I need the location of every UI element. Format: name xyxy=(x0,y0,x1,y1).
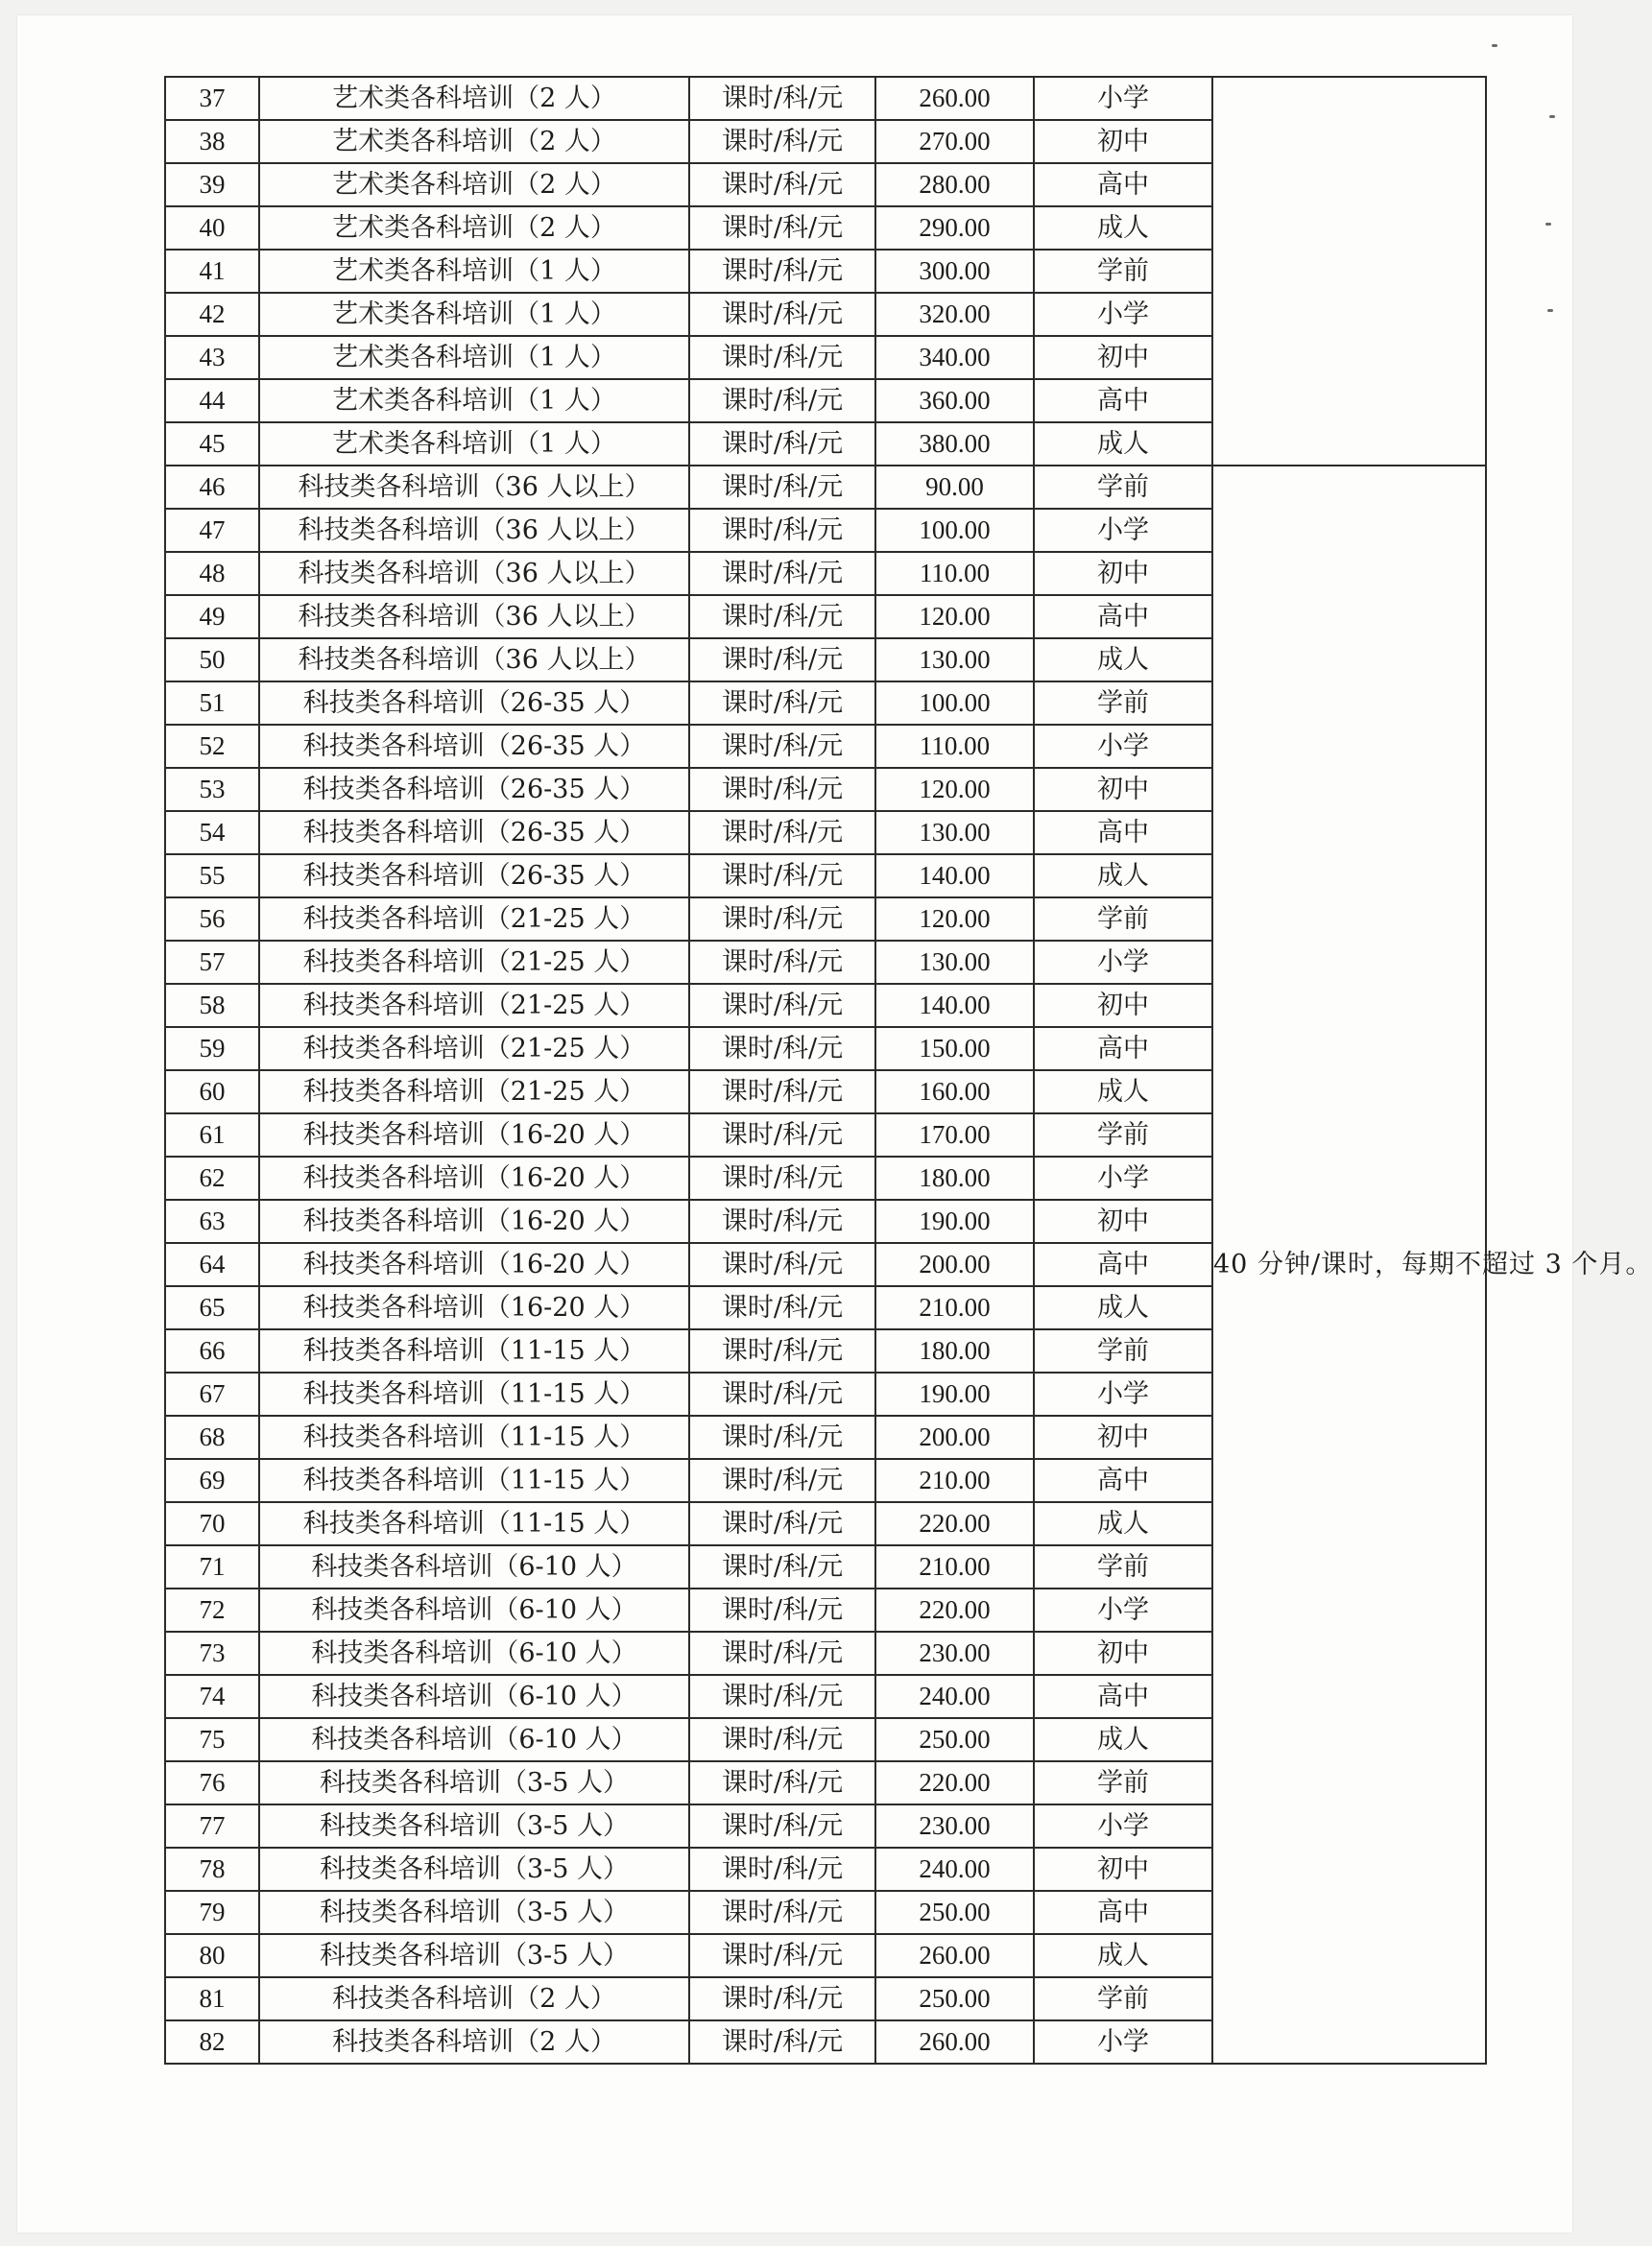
price-cell: 320.00 xyxy=(875,293,1034,336)
unit-cell: 课时/科/元 xyxy=(689,897,875,941)
item-name-cell: 科技类各科培训（21-25 人） xyxy=(259,941,689,984)
item-name-cell: 科技类各科培训（36 人以上） xyxy=(259,638,689,681)
level-cell: 学前 xyxy=(1034,1113,1212,1157)
level-cell: 高中 xyxy=(1034,379,1212,422)
unit-cell: 课时/科/元 xyxy=(689,1632,875,1675)
unit-cell: 课时/科/元 xyxy=(689,1459,875,1502)
unit-cell: 课时/科/元 xyxy=(689,2020,875,2064)
price-cell: 210.00 xyxy=(875,1286,1034,1329)
row-number-cell: 45 xyxy=(165,422,259,466)
unit-cell: 课时/科/元 xyxy=(689,638,875,681)
row-number-cell: 70 xyxy=(165,1502,259,1545)
item-name-cell: 科技类各科培训（26-35 人） xyxy=(259,811,689,854)
level-cell: 高中 xyxy=(1034,1891,1212,1934)
row-number-cell: 75 xyxy=(165,1718,259,1761)
row-number-cell: 81 xyxy=(165,1977,259,2020)
item-name-cell: 科技类各科培训（11-15 人） xyxy=(259,1373,689,1416)
price-cell: 120.00 xyxy=(875,897,1034,941)
price-cell: 180.00 xyxy=(875,1157,1034,1200)
row-number-cell: 82 xyxy=(165,2020,259,2064)
unit-cell: 课时/科/元 xyxy=(689,1589,875,1632)
unit-cell: 课时/科/元 xyxy=(689,1761,875,1804)
row-number-cell: 63 xyxy=(165,1200,259,1243)
row-number-cell: 71 xyxy=(165,1545,259,1589)
price-cell: 250.00 xyxy=(875,1718,1034,1761)
row-number-cell: 48 xyxy=(165,552,259,595)
row-number-cell: 38 xyxy=(165,120,259,163)
level-cell: 学前 xyxy=(1034,466,1212,509)
level-cell: 小学 xyxy=(1034,1373,1212,1416)
row-number-cell: 67 xyxy=(165,1373,259,1416)
price-cell: 270.00 xyxy=(875,120,1034,163)
item-name-cell: 科技类各科培训（3-5 人） xyxy=(259,1934,689,1977)
level-cell: 成人 xyxy=(1034,1718,1212,1761)
price-cell: 180.00 xyxy=(875,1329,1034,1373)
price-cell: 230.00 xyxy=(875,1804,1034,1848)
item-name-cell: 科技类各科培训（36 人以上） xyxy=(259,466,689,509)
price-cell: 120.00 xyxy=(875,595,1034,638)
unit-cell: 课时/科/元 xyxy=(689,681,875,725)
price-cell: 240.00 xyxy=(875,1675,1034,1718)
level-cell: 高中 xyxy=(1034,1459,1212,1502)
price-cell: 100.00 xyxy=(875,681,1034,725)
item-name-cell: 科技类各科培训（21-25 人） xyxy=(259,897,689,941)
unit-cell: 课时/科/元 xyxy=(689,1545,875,1589)
item-name-cell: 科技类各科培训（11-15 人） xyxy=(259,1502,689,1545)
unit-cell: 课时/科/元 xyxy=(689,941,875,984)
level-cell: 初中 xyxy=(1034,1416,1212,1459)
level-cell: 学前 xyxy=(1034,897,1212,941)
price-cell: 250.00 xyxy=(875,1891,1034,1934)
row-number-cell: 41 xyxy=(165,250,259,293)
scan-speck xyxy=(1492,44,1497,47)
level-cell: 成人 xyxy=(1034,1286,1212,1329)
remarks-cell xyxy=(1212,77,1486,466)
item-name-cell: 艺术类各科培训（1 人） xyxy=(259,422,689,466)
unit-cell: 课时/科/元 xyxy=(689,1675,875,1718)
price-cell: 110.00 xyxy=(875,552,1034,595)
unit-cell: 课时/科/元 xyxy=(689,77,875,120)
unit-cell: 课时/科/元 xyxy=(689,379,875,422)
unit-cell: 课时/科/元 xyxy=(689,1848,875,1891)
unit-cell: 课时/科/元 xyxy=(689,1718,875,1761)
unit-cell: 课时/科/元 xyxy=(689,1416,875,1459)
row-number-cell: 74 xyxy=(165,1675,259,1718)
price-cell: 260.00 xyxy=(875,77,1034,120)
document-page xyxy=(17,15,1652,2233)
unit-cell: 课时/科/元 xyxy=(689,1113,875,1157)
level-cell: 学前 xyxy=(1034,250,1212,293)
unit-cell: 课时/科/元 xyxy=(689,768,875,811)
level-cell: 小学 xyxy=(1034,293,1212,336)
price-cell: 230.00 xyxy=(875,1632,1034,1675)
row-number-cell: 59 xyxy=(165,1027,259,1070)
item-name-cell: 科技类各科培训（21-25 人） xyxy=(259,1070,689,1113)
unit-cell: 课时/科/元 xyxy=(689,854,875,897)
level-cell: 初中 xyxy=(1034,768,1212,811)
item-name-cell: 科技类各科培训（6-10 人） xyxy=(259,1718,689,1761)
unit-cell: 课时/科/元 xyxy=(689,1286,875,1329)
row-number-cell: 80 xyxy=(165,1934,259,1977)
remarks-cell: 40 分钟/课时，每期不超过 3 个月。 xyxy=(1212,466,1486,2064)
scan-speck xyxy=(1545,223,1551,226)
level-cell: 小学 xyxy=(1034,1804,1212,1848)
fee-schedule-table xyxy=(164,76,1652,2065)
level-cell: 成人 xyxy=(1034,1934,1212,1977)
row-number-cell: 72 xyxy=(165,1589,259,1632)
level-cell: 小学 xyxy=(1034,725,1212,768)
price-cell: 290.00 xyxy=(875,206,1034,250)
price-cell: 260.00 xyxy=(875,2020,1034,2064)
item-name-cell: 科技类各科培训（3-5 人） xyxy=(259,1848,689,1891)
price-cell: 220.00 xyxy=(875,1761,1034,1804)
item-name-cell: 艺术类各科培训（2 人） xyxy=(259,163,689,206)
unit-cell: 课时/科/元 xyxy=(689,466,875,509)
unit-cell: 课时/科/元 xyxy=(689,1502,875,1545)
row-number-cell: 39 xyxy=(165,163,259,206)
row-number-cell: 37 xyxy=(165,77,259,120)
price-cell: 140.00 xyxy=(875,984,1034,1027)
level-cell: 学前 xyxy=(1034,1329,1212,1373)
scan-speck xyxy=(1549,115,1555,118)
level-cell: 高中 xyxy=(1034,1027,1212,1070)
level-cell: 高中 xyxy=(1034,163,1212,206)
price-cell: 250.00 xyxy=(875,1977,1034,2020)
item-name-cell: 科技类各科培训（3-5 人） xyxy=(259,1761,689,1804)
price-cell: 170.00 xyxy=(875,1113,1034,1157)
level-cell: 小学 xyxy=(1034,1589,1212,1632)
row-number-cell: 49 xyxy=(165,595,259,638)
level-cell: 初中 xyxy=(1034,984,1212,1027)
unit-cell: 课时/科/元 xyxy=(689,1027,875,1070)
level-cell: 初中 xyxy=(1034,552,1212,595)
level-cell: 成人 xyxy=(1034,206,1212,250)
price-cell: 240.00 xyxy=(875,1848,1034,1891)
row-number-cell: 77 xyxy=(165,1804,259,1848)
row-number-cell: 62 xyxy=(165,1157,259,1200)
item-name-cell: 科技类各科培训（26-35 人） xyxy=(259,854,689,897)
item-name-cell: 科技类各科培训（6-10 人） xyxy=(259,1545,689,1589)
level-cell: 初中 xyxy=(1034,336,1212,379)
item-name-cell: 科技类各科培训（16-20 人） xyxy=(259,1157,689,1200)
price-cell: 120.00 xyxy=(875,768,1034,811)
unit-cell: 课时/科/元 xyxy=(689,1200,875,1243)
item-name-cell: 艺术类各科培训（2 人） xyxy=(259,120,689,163)
item-name-cell: 科技类各科培训（26-35 人） xyxy=(259,681,689,725)
item-name-cell: 科技类各科培训（6-10 人） xyxy=(259,1675,689,1718)
level-cell: 小学 xyxy=(1034,509,1212,552)
price-cell: 130.00 xyxy=(875,941,1034,984)
level-cell: 初中 xyxy=(1034,120,1212,163)
unit-cell: 课时/科/元 xyxy=(689,1891,875,1934)
table-row xyxy=(165,77,1486,120)
item-name-cell: 艺术类各科培训（2 人） xyxy=(259,77,689,120)
unit-cell: 课时/科/元 xyxy=(689,1373,875,1416)
row-number-cell: 66 xyxy=(165,1329,259,1373)
price-cell: 150.00 xyxy=(875,1027,1034,1070)
item-name-cell: 科技类各科培训（16-20 人） xyxy=(259,1113,689,1157)
price-cell: 360.00 xyxy=(875,379,1034,422)
price-cell: 220.00 xyxy=(875,1502,1034,1545)
item-name-cell: 艺术类各科培训（1 人） xyxy=(259,336,689,379)
item-name-cell: 科技类各科培训（11-15 人） xyxy=(259,1459,689,1502)
item-name-cell: 科技类各科培训（21-25 人） xyxy=(259,984,689,1027)
item-name-cell: 科技类各科培训（16-20 人） xyxy=(259,1286,689,1329)
unit-cell: 课时/科/元 xyxy=(689,163,875,206)
item-name-cell: 科技类各科培训（16-20 人） xyxy=(259,1243,689,1286)
unit-cell: 课时/科/元 xyxy=(689,1070,875,1113)
level-cell: 成人 xyxy=(1034,638,1212,681)
row-number-cell: 79 xyxy=(165,1891,259,1934)
price-cell: 380.00 xyxy=(875,422,1034,466)
row-number-cell: 65 xyxy=(165,1286,259,1329)
item-name-cell: 科技类各科培训（6-10 人） xyxy=(259,1589,689,1632)
row-number-cell: 55 xyxy=(165,854,259,897)
price-cell: 190.00 xyxy=(875,1373,1034,1416)
price-cell: 110.00 xyxy=(875,725,1034,768)
row-number-cell: 68 xyxy=(165,1416,259,1459)
item-name-cell: 科技类各科培训（11-15 人） xyxy=(259,1329,689,1373)
unit-cell: 课时/科/元 xyxy=(689,725,875,768)
price-cell: 220.00 xyxy=(875,1589,1034,1632)
item-name-cell: 科技类各科培训（36 人以上） xyxy=(259,595,689,638)
item-name-cell: 科技类各科培训（3-5 人） xyxy=(259,1891,689,1934)
item-name-cell: 科技类各科培训（26-35 人） xyxy=(259,725,689,768)
row-number-cell: 57 xyxy=(165,941,259,984)
level-cell: 高中 xyxy=(1034,811,1212,854)
unit-cell: 课时/科/元 xyxy=(689,120,875,163)
row-number-cell: 44 xyxy=(165,379,259,422)
unit-cell: 课时/科/元 xyxy=(689,293,875,336)
unit-cell: 课时/科/元 xyxy=(689,595,875,638)
item-name-cell: 科技类各科培训（2 人） xyxy=(259,1977,689,2020)
unit-cell: 课时/科/元 xyxy=(689,552,875,595)
row-number-cell: 47 xyxy=(165,509,259,552)
row-number-cell: 42 xyxy=(165,293,259,336)
level-cell: 学前 xyxy=(1034,1545,1212,1589)
level-cell: 成人 xyxy=(1034,854,1212,897)
level-cell: 学前 xyxy=(1034,1977,1212,2020)
row-number-cell: 46 xyxy=(165,466,259,509)
price-cell: 260.00 xyxy=(875,1934,1034,1977)
price-cell: 210.00 xyxy=(875,1545,1034,1589)
row-number-cell: 50 xyxy=(165,638,259,681)
row-number-cell: 43 xyxy=(165,336,259,379)
row-number-cell: 58 xyxy=(165,984,259,1027)
level-cell: 高中 xyxy=(1034,1675,1212,1718)
level-cell: 成人 xyxy=(1034,1502,1212,1545)
level-cell: 学前 xyxy=(1034,681,1212,725)
row-number-cell: 64 xyxy=(165,1243,259,1286)
row-number-cell: 73 xyxy=(165,1632,259,1675)
unit-cell: 课时/科/元 xyxy=(689,1977,875,2020)
unit-cell: 课时/科/元 xyxy=(689,206,875,250)
price-cell: 90.00 xyxy=(875,466,1034,509)
level-cell: 成人 xyxy=(1034,1070,1212,1113)
row-number-cell: 78 xyxy=(165,1848,259,1891)
item-name-cell: 科技类各科培训（11-15 人） xyxy=(259,1416,689,1459)
level-cell: 成人 xyxy=(1034,422,1212,466)
price-cell: 210.00 xyxy=(875,1459,1034,1502)
level-cell: 初中 xyxy=(1034,1200,1212,1243)
item-name-cell: 科技类各科培训（36 人以上） xyxy=(259,552,689,595)
row-number-cell: 61 xyxy=(165,1113,259,1157)
price-cell: 190.00 xyxy=(875,1200,1034,1243)
price-cell: 130.00 xyxy=(875,638,1034,681)
unit-cell: 课时/科/元 xyxy=(689,422,875,466)
row-number-cell: 76 xyxy=(165,1761,259,1804)
level-cell: 高中 xyxy=(1034,595,1212,638)
unit-cell: 课时/科/元 xyxy=(689,336,875,379)
item-name-cell: 艺术类各科培训（2 人） xyxy=(259,206,689,250)
unit-cell: 课时/科/元 xyxy=(689,1934,875,1977)
row-number-cell: 52 xyxy=(165,725,259,768)
item-name-cell: 科技类各科培训（2 人） xyxy=(259,2020,689,2064)
scan-speck xyxy=(1547,309,1553,312)
row-number-cell: 51 xyxy=(165,681,259,725)
price-cell: 200.00 xyxy=(875,1243,1034,1286)
item-name-cell: 艺术类各科培训（1 人） xyxy=(259,379,689,422)
price-cell: 300.00 xyxy=(875,250,1034,293)
item-name-cell: 科技类各科培训（3-5 人） xyxy=(259,1804,689,1848)
item-name-cell: 科技类各科培训（16-20 人） xyxy=(259,1200,689,1243)
fee-table-body xyxy=(165,77,1652,2064)
price-cell: 130.00 xyxy=(875,811,1034,854)
level-cell: 小学 xyxy=(1034,941,1212,984)
level-cell: 初中 xyxy=(1034,1632,1212,1675)
row-number-cell: 40 xyxy=(165,206,259,250)
level-cell: 小学 xyxy=(1034,77,1212,120)
row-number-cell: 69 xyxy=(165,1459,259,1502)
item-name-cell: 艺术类各科培训（1 人） xyxy=(259,250,689,293)
price-cell: 280.00 xyxy=(875,163,1034,206)
unit-cell: 课时/科/元 xyxy=(689,1243,875,1286)
row-number-cell: 54 xyxy=(165,811,259,854)
item-name-cell: 科技类各科培训（6-10 人） xyxy=(259,1632,689,1675)
item-name-cell: 艺术类各科培训（1 人） xyxy=(259,293,689,336)
unit-cell: 课时/科/元 xyxy=(689,1804,875,1848)
level-cell: 小学 xyxy=(1034,1157,1212,1200)
price-cell: 140.00 xyxy=(875,854,1034,897)
unit-cell: 课时/科/元 xyxy=(689,250,875,293)
unit-cell: 课时/科/元 xyxy=(689,1329,875,1373)
table-row xyxy=(165,466,1486,509)
item-name-cell: 科技类各科培训（26-35 人） xyxy=(259,768,689,811)
unit-cell: 课时/科/元 xyxy=(689,509,875,552)
row-number-cell: 53 xyxy=(165,768,259,811)
unit-cell: 课时/科/元 xyxy=(689,1157,875,1200)
level-cell: 高中 xyxy=(1034,1243,1212,1286)
row-number-cell: 56 xyxy=(165,897,259,941)
unit-cell: 课时/科/元 xyxy=(689,811,875,854)
item-name-cell: 科技类各科培训（21-25 人） xyxy=(259,1027,689,1070)
price-cell: 100.00 xyxy=(875,509,1034,552)
row-number-cell: 60 xyxy=(165,1070,259,1113)
price-cell: 340.00 xyxy=(875,336,1034,379)
level-cell: 小学 xyxy=(1034,2020,1212,2064)
price-cell: 160.00 xyxy=(875,1070,1034,1113)
unit-cell: 课时/科/元 xyxy=(689,984,875,1027)
price-cell: 200.00 xyxy=(875,1416,1034,1459)
item-name-cell: 科技类各科培训（36 人以上） xyxy=(259,509,689,552)
level-cell: 学前 xyxy=(1034,1761,1212,1804)
level-cell: 初中 xyxy=(1034,1848,1212,1891)
